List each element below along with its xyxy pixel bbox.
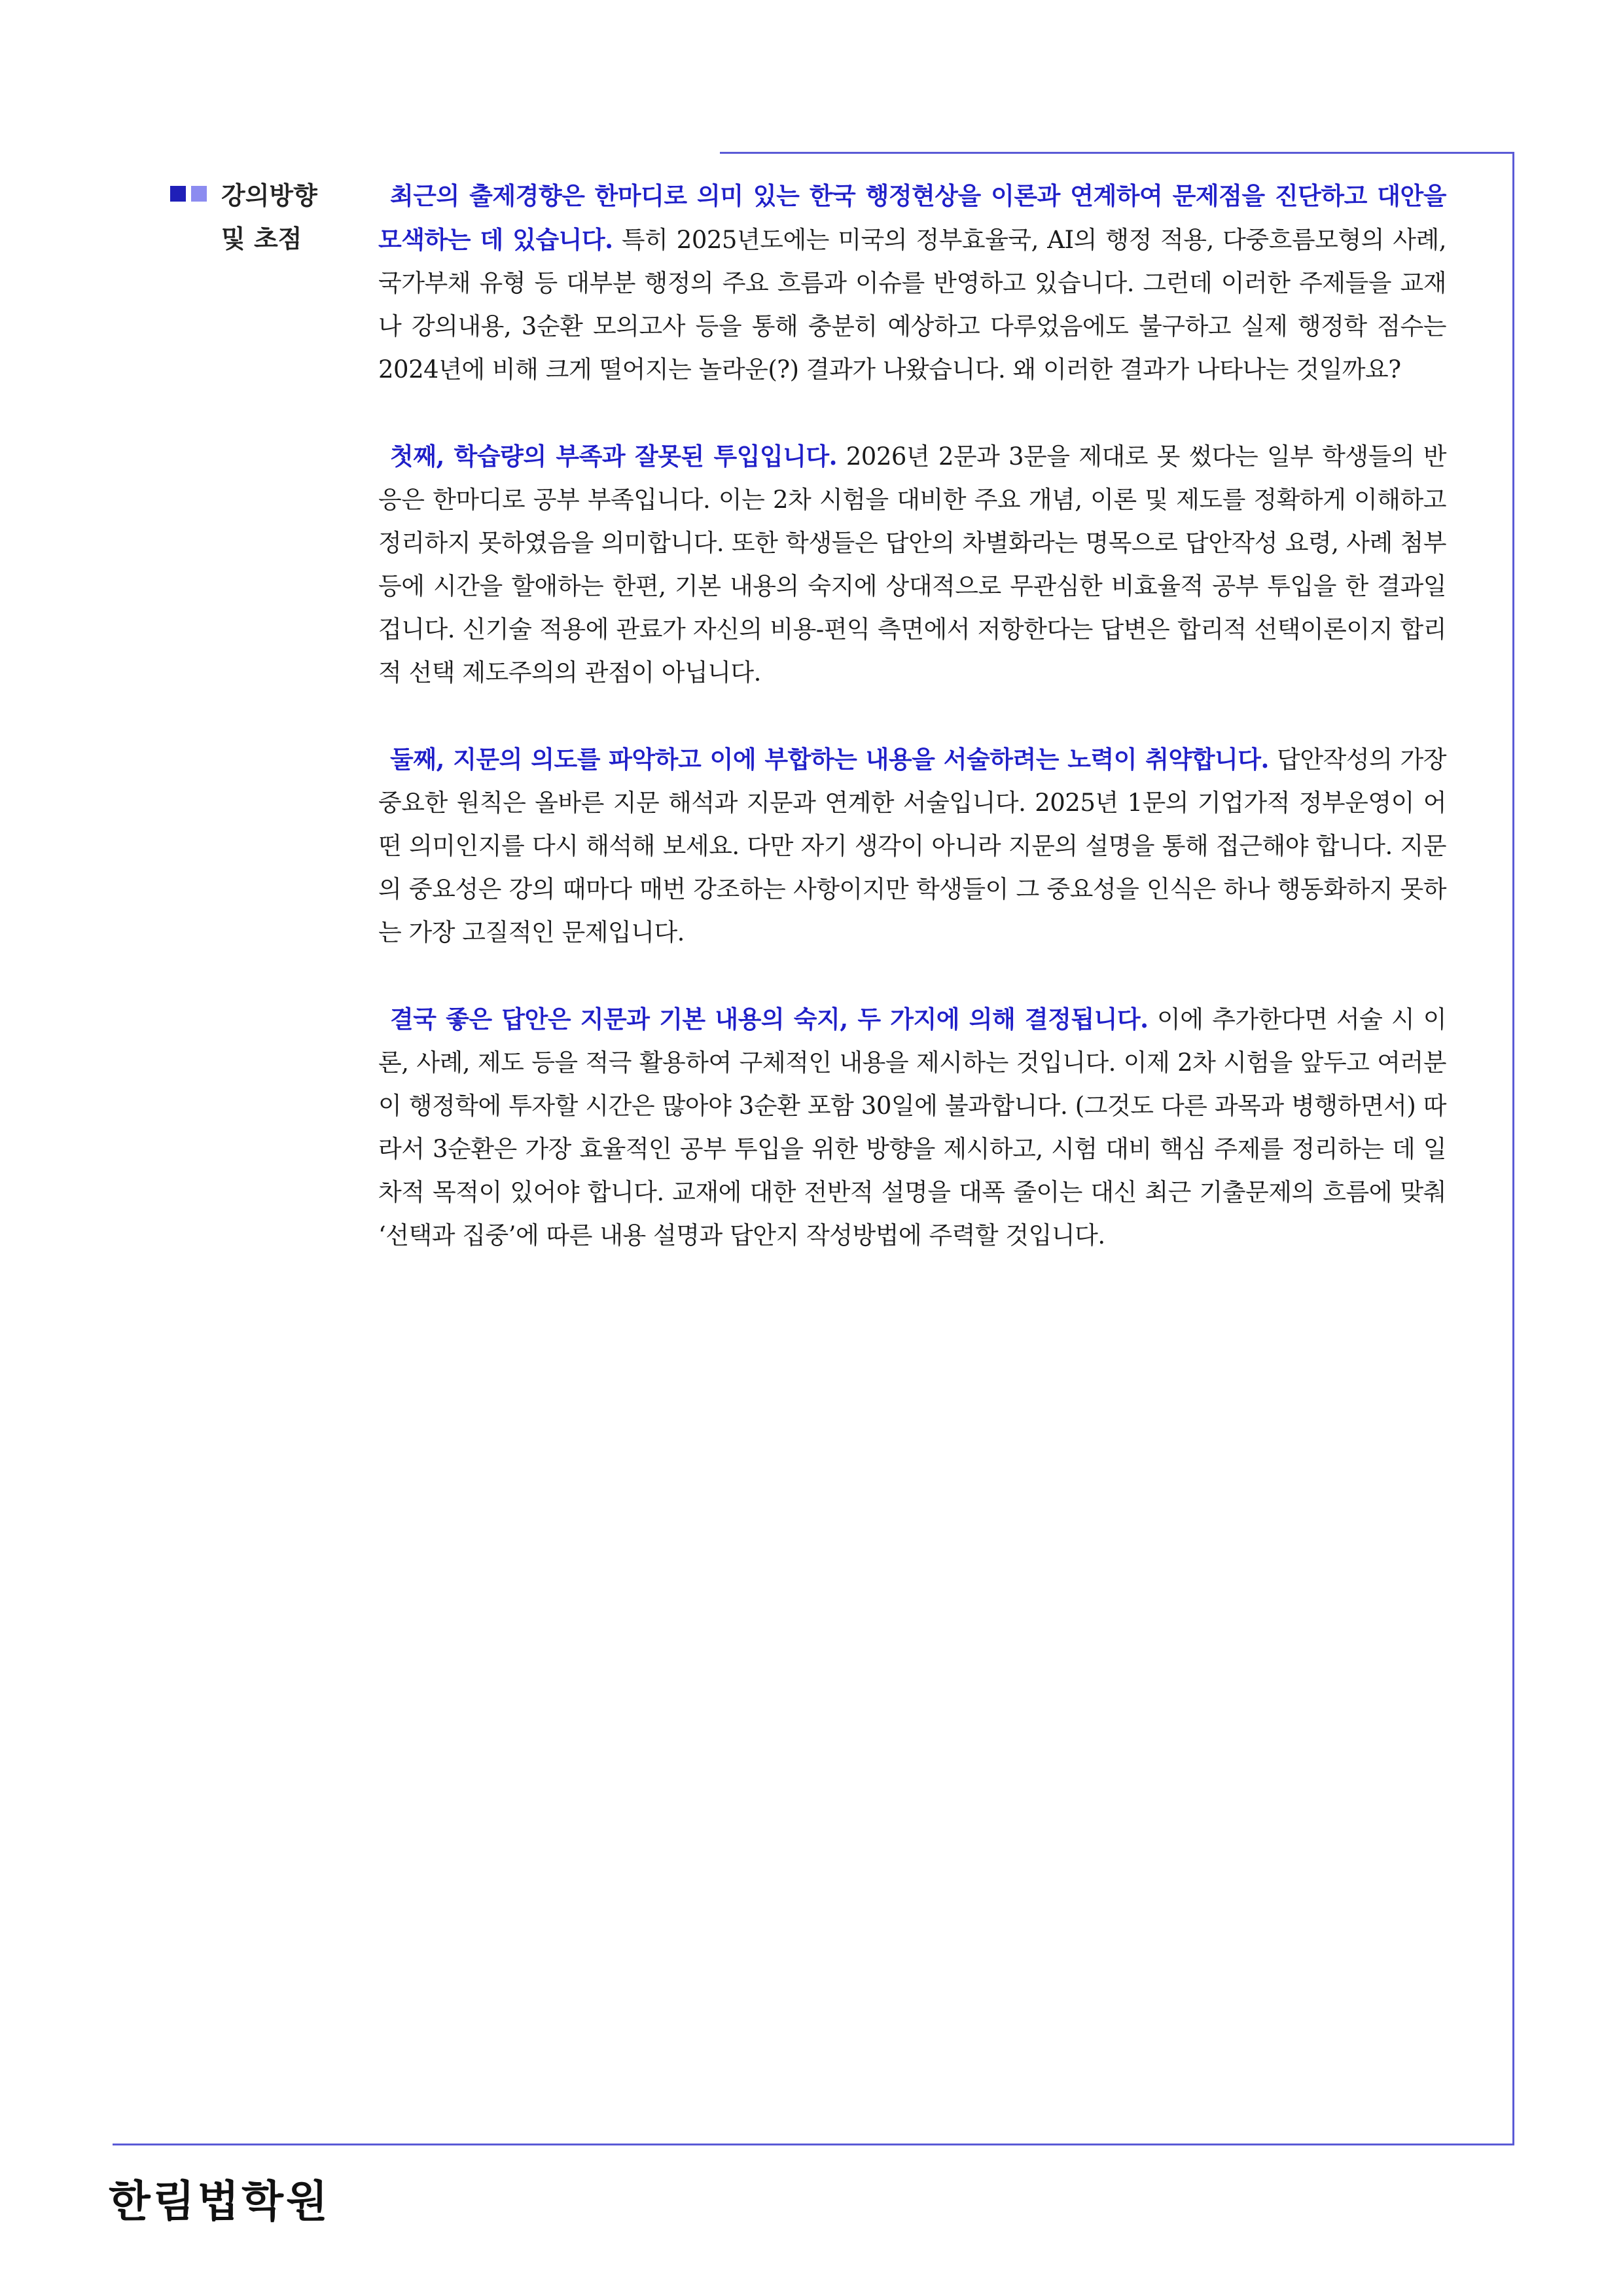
frame-right-border bbox=[1512, 152, 1514, 2145]
academy-logo: 한림법학원 bbox=[109, 2176, 330, 2227]
paragraph-3-body: 답안작성의 가장 중요한 원칙은 올바른 지문 해석과 지문과 연계한 서술입니다. 2025년 1문의 기업가적 정부운영이 어떤 의미인지를 다시 해석해 보세요. 다만 자기 생각이 아니라 지문의 설명을 통해 접근해야 합니다. 지문의 중요성은 강의 때마다 매번 강조하는 사항이지만 학생들이 그 중요성을 인식은 하나 행동화하지 못하는 가장 고질적인 문제입니다. bbox=[378, 745, 1447, 946]
paragraph-1 bbox=[378, 174, 1446, 391]
lecture-content bbox=[378, 174, 1446, 1300]
section-label-line2: 및 초점 bbox=[221, 224, 302, 253]
frame-top-border bbox=[720, 152, 1514, 154]
paragraph-2-highlight: 첫째, 학습량의 부족과 잘못된 투입입니다. bbox=[390, 442, 838, 471]
paragraph-4 bbox=[378, 997, 1446, 1257]
section-label-line1: 강의방향 bbox=[221, 181, 317, 210]
paragraph-1-highlight: 최근의 출제경향은 한마디로 의미 있는 한국 행정현상을 이론과 연계하여 문제점을 진단하고 대안을 모색하는 데 있습니다. bbox=[378, 181, 1446, 254]
paragraph-3 bbox=[378, 738, 1446, 954]
paragraph-3-highlight: 둘째, 지문의 의도를 파악하고 이에 부합하는 내용을 서술하려는 노력이 취약합니다. bbox=[390, 745, 1269, 774]
bullet-square-light bbox=[191, 186, 207, 202]
paragraph-2-body: 2026년 2문과 3문을 제대로 못 썼다는 일부 학생들의 반응은 한마디로 공부 부족입니다. 이는 2차 시험을 대비한 주요 개념, 이론 및 제도를 정확하게 이해하고 정리하지 못하였음을 의미합니다. 또한 학생들은 답안의 차별화라는 명목으로 답안작성 요령, 사례 첨부 등에 시간을 할애하는 한편, 기본 내용의 숙지에 상대적으로 무관심한 비효율적 공부 투입을 한 결과일 겁니다. 신기술 적용에 관료가 자신의 비용-편익 측면에서 저항한다는 답변은 합리적 선택이론이지 합리적 선택 제도주의의 관점이 아닙니다. bbox=[378, 442, 1446, 687]
paragraph-1-body: 특히 2025년도에는 미국의 정부효율국, AI의 행정 적용, 다중흐름모형의 사례, 국가부채 유형 등 대부분 행정의 주요 흐름과 이슈를 반영하고 있습니다. 그런데 이러한 주제들을 교재나 강의내용, 3순환 모의고사 등을 통해 충분히 예상하고 다루었음에도 불구하고 실제 행정학 점수는 2024년에 비해 크게 떨어지는 놀라운(?) 결과가 나왔습니다. 왜 이러한 결과가 나타나는 것일까요? bbox=[378, 226, 1446, 384]
paragraph-4-body: 이에 추가한다면 서술 시 이론, 사례, 제도 등을 적극 활용하여 구체적인 내용을 제시하는 것입니다. 이제 2차 시험을 앞두고 여러분이 행정학에 투자할 시간은 많아야 3순환 포함 30일에 불과합니다. (그것도 다른 과목과 병행하면서) 따라서 3순환은 가장 효율적인 공부 투입을 위한 방향을 제시하고, 시험 대비 핵심 주제를 정리하는 데 일차적 목적이 있어야 합니다. 교재에 대한 전반적 설명을 대폭 줄이는 대신 최근 기출문제의 흐름에 맞춰 ‘선택과 집중’에 따른 내용 설명과 답안지 작성방법에 주력할 것입니다. bbox=[378, 1005, 1446, 1249]
paragraph-4-highlight: 결국 좋은 답안은 지문과 기본 내용의 숙지, 두 가지에 의해 결정됩니다. bbox=[390, 1005, 1149, 1033]
bullet-square-dark bbox=[170, 186, 186, 202]
section-bullet-icon bbox=[170, 186, 216, 203]
paragraph-2 bbox=[378, 435, 1446, 694]
frame-bottom-border bbox=[113, 2144, 1514, 2145]
